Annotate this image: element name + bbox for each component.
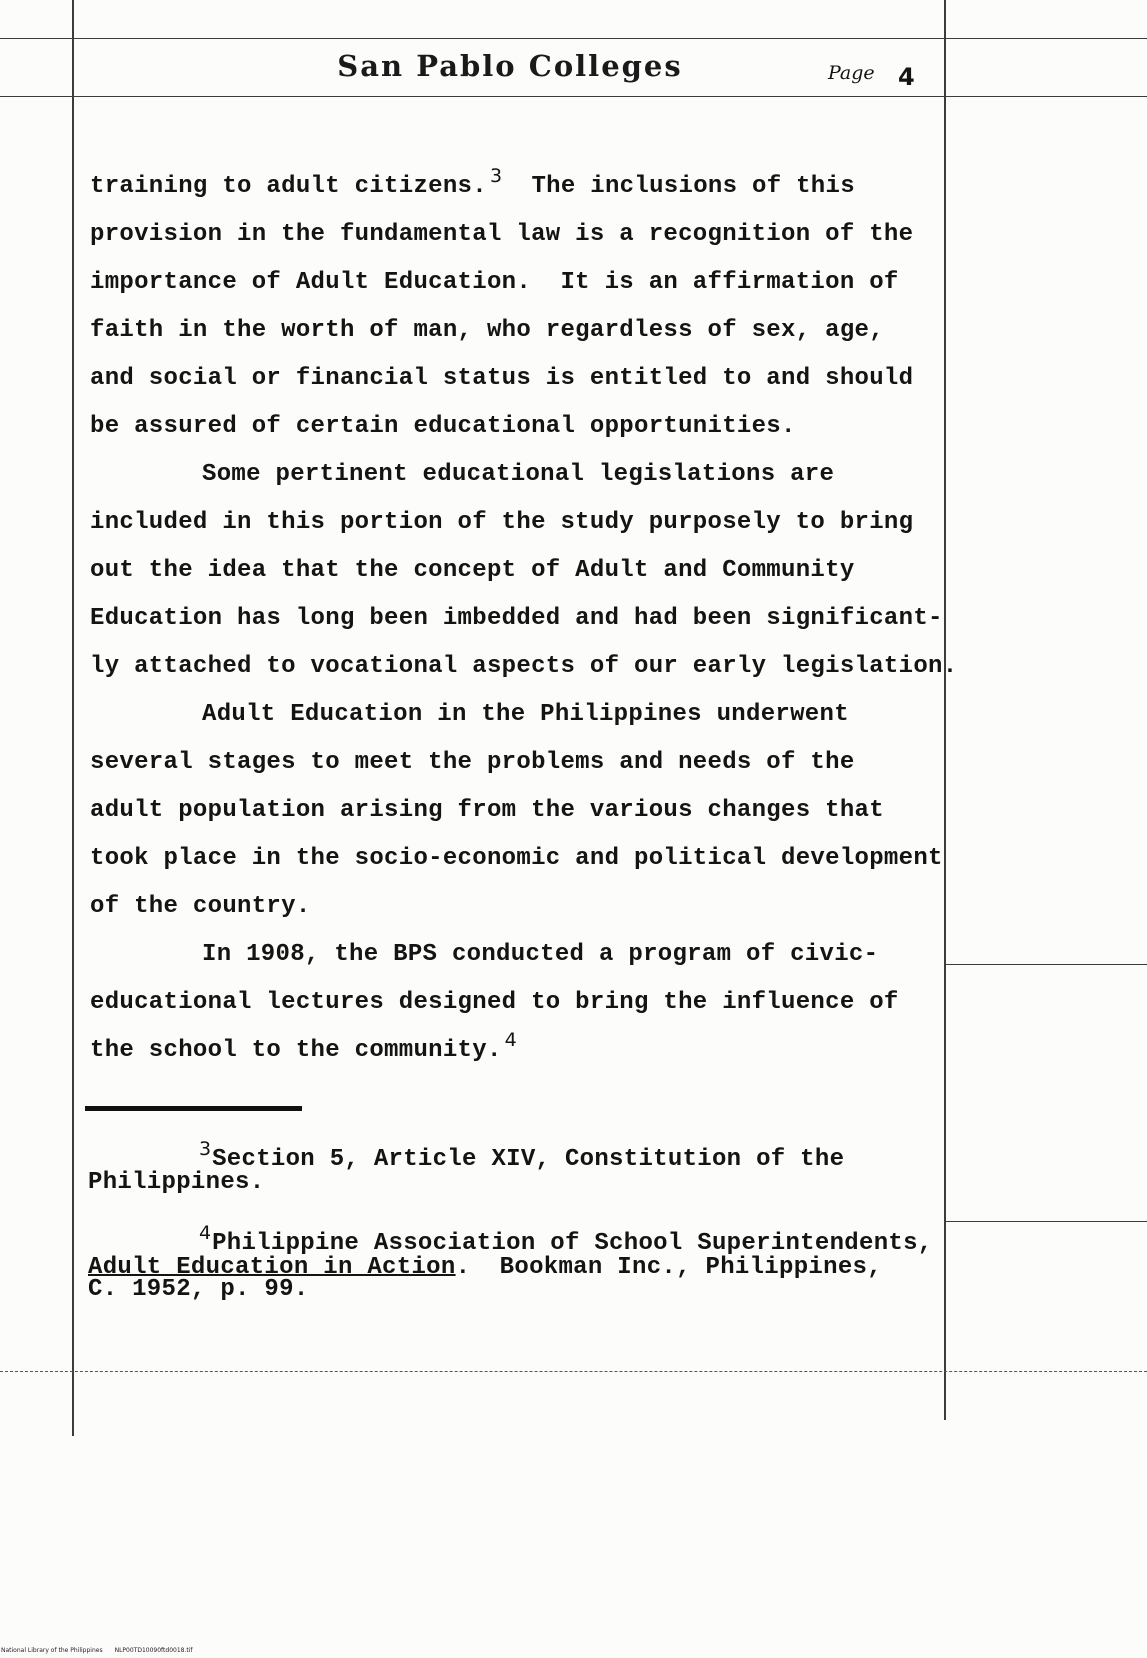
right-margin-tick	[945, 1221, 1147, 1222]
body-line: Education has long been imbedded and had been significant-	[90, 605, 943, 632]
top-rule	[0, 38, 1147, 39]
body-line: out the idea that the concept of Adult and Community	[90, 557, 855, 584]
body-line: importance of Adult Education. It is an affirmation of	[90, 269, 899, 296]
paragraph	[90, 451, 990, 691]
footnote-3-line: Philippines.	[88, 1169, 265, 1196]
paragraph	[90, 163, 990, 451]
body-line	[90, 163, 990, 211]
paragraph	[90, 691, 990, 931]
header-bottom-rule	[0, 96, 1147, 97]
body-line: included in this portion of the study purposely to bring	[90, 509, 914, 536]
body-line-text: training to adult citizens.	[90, 173, 487, 200]
footnote-text: . Bookman Inc., Philippines,	[455, 1254, 882, 1281]
footnote-book-title: Adult Education in Action	[88, 1254, 456, 1281]
body-text	[90, 163, 990, 1075]
page-label: Page	[828, 62, 875, 84]
footnote-ref: 3	[489, 165, 503, 187]
footnote-text: Section 5, Article XIV, Constitution of the	[212, 1146, 845, 1173]
body-line-text: The inclusions of this	[502, 173, 855, 200]
page-number: 4	[898, 63, 915, 91]
institution-title: San Pablo Colleges	[337, 49, 683, 83]
body-line: adult population arising from the various changes that	[90, 797, 884, 824]
body-line: and social or financial status is entitled to and should	[90, 365, 914, 392]
body-line-text: the school to the community.	[90, 1037, 502, 1064]
footnote-4-line: C. 1952, p. 99.	[88, 1276, 309, 1303]
bottom-rule	[0, 1371, 1147, 1372]
body-line: educational lectures designed to bring the influence of	[90, 989, 899, 1016]
paragraph	[90, 931, 990, 1075]
footnote-number: 4	[199, 1222, 212, 1244]
scan-footer	[1, 1647, 193, 1655]
body-line: ly attached to vocational aspects of our early legislation.	[90, 653, 958, 680]
body-line: Adult Education in the Philippines underwent	[202, 701, 849, 728]
footnote-ref: 4	[504, 1029, 517, 1051]
scan-source: National Library of the Philippines	[1, 1647, 103, 1654]
body-line: provision in the fundamental law is a recognition of the	[90, 221, 914, 248]
footnote-3-line	[199, 1138, 845, 1173]
body-line: be assured of certain educational opportunities.	[90, 413, 796, 440]
footnote-4-line	[199, 1222, 933, 1257]
body-line: of the country.	[90, 893, 311, 920]
body-line	[90, 1027, 990, 1075]
body-line: faith in the worth of man, who regardless of sex, age,	[90, 317, 884, 344]
footnote-text: Philippine Association of School Superintendents,	[212, 1230, 933, 1257]
footnote-separator	[85, 1106, 302, 1111]
body-line: several stages to meet the problems and needs of the	[90, 749, 855, 776]
footnote-number: 3	[199, 1138, 212, 1160]
scan-filename: NLP00TD10090ftd0018.tif	[114, 1647, 193, 1654]
body-line: took place in the socio-economic and political development	[90, 845, 943, 872]
body-line: In 1908, the BPS conducted a program of civic-	[202, 941, 879, 968]
left-margin-rule	[72, 0, 74, 1436]
body-line: Some pertinent educational legislations are	[202, 461, 835, 488]
